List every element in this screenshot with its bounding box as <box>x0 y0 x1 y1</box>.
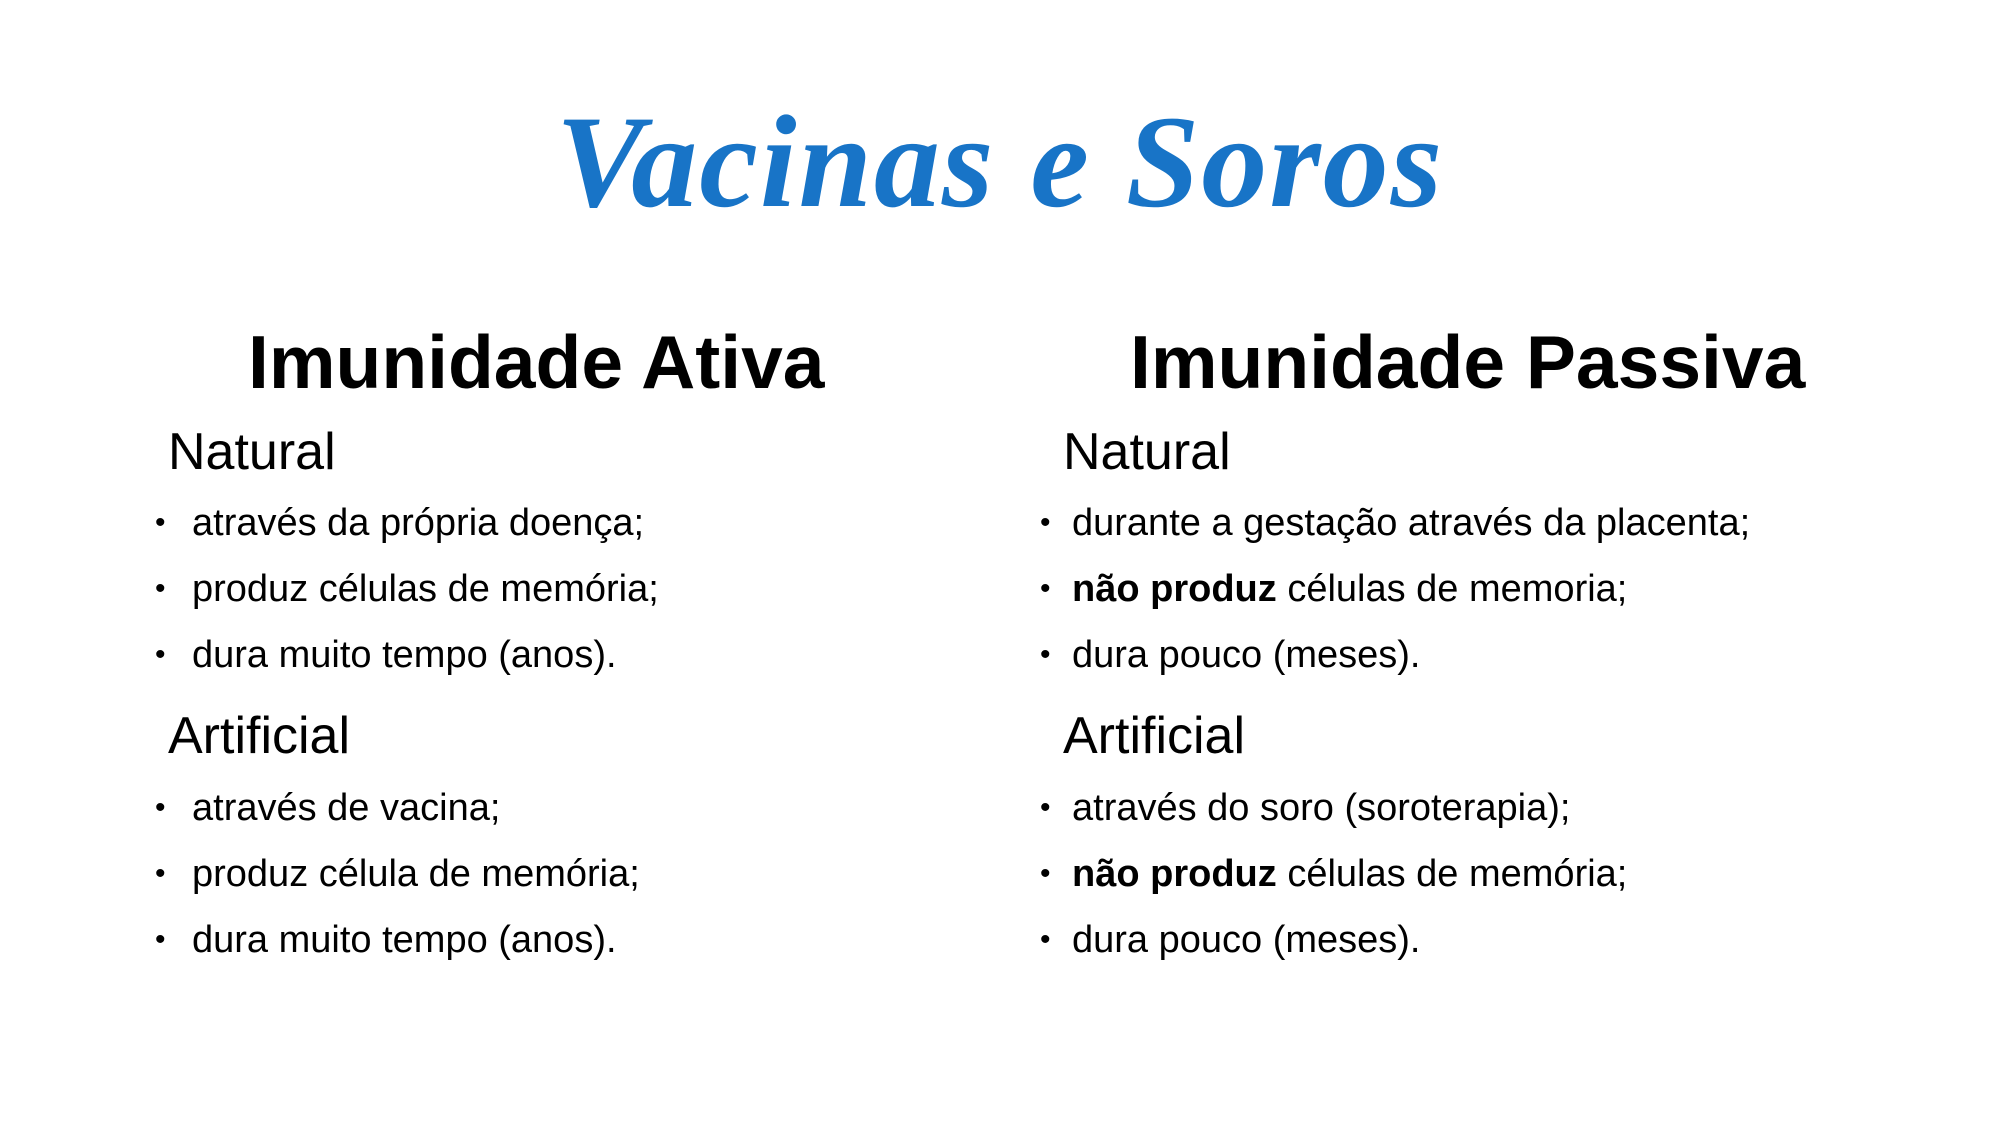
item-text: dura muito tempo (anos). <box>192 919 617 961</box>
active-artificial-list <box>150 781 640 979</box>
bullet-icon: • <box>155 638 166 671</box>
bullet-icon: • <box>155 857 166 890</box>
bullet-icon: • <box>155 791 166 824</box>
active-natural-label: Natural <box>168 423 336 481</box>
passive-artificial-label: Artificial <box>1063 707 1246 765</box>
bullet-icon: • <box>1040 506 1051 539</box>
item-text: através do soro (soroterapia); <box>1072 787 1571 829</box>
item-bold-text: não produz <box>1072 853 1277 895</box>
list-item <box>1035 562 1750 628</box>
list-item <box>150 913 640 979</box>
list-item <box>1035 628 1750 694</box>
active-immunity-heading: Imunidade Ativa <box>248 320 825 404</box>
list-item <box>150 781 640 847</box>
item-text: dura pouco (meses). <box>1072 919 1421 961</box>
passive-natural-list <box>1035 496 1750 694</box>
bullet-icon: • <box>155 923 166 956</box>
active-artificial-label: Artificial <box>168 707 351 765</box>
item-text: dura pouco (meses). <box>1072 634 1421 676</box>
passive-natural-label: Natural <box>1063 423 1231 481</box>
list-item <box>1035 847 1627 913</box>
slide-title: Vacinas e Soros <box>555 88 1445 235</box>
list-item <box>1035 913 1627 979</box>
item-text: através da própria doença; <box>192 502 645 544</box>
passive-immunity-heading: Imunidade Passiva <box>1130 320 1806 404</box>
bullet-icon: • <box>1040 638 1051 671</box>
item-text: dura muito tempo (anos). <box>192 634 617 676</box>
active-natural-list <box>150 496 659 694</box>
item-text: produz célula de memória; <box>192 853 640 895</box>
item-text: produz células de memória; <box>192 568 659 610</box>
bullet-icon: • <box>1040 791 1051 824</box>
item-text: através de vacina; <box>192 787 501 829</box>
bullet-icon: • <box>1040 572 1051 605</box>
item-text: células de memória; <box>1276 853 1628 895</box>
bullet-icon: • <box>155 506 166 539</box>
bullet-icon: • <box>1040 923 1051 956</box>
item-text: células de memoria; <box>1276 568 1628 610</box>
bullet-icon: • <box>1040 857 1051 890</box>
list-item <box>150 562 659 628</box>
list-item <box>150 847 640 913</box>
list-item <box>1035 496 1750 562</box>
item-text: durante a gestação através da placenta; <box>1072 502 1751 544</box>
item-bold-text: não produz <box>1072 568 1277 610</box>
list-item <box>150 628 659 694</box>
list-item <box>150 496 659 562</box>
bullet-icon: • <box>155 572 166 605</box>
list-item <box>1035 781 1627 847</box>
passive-artificial-list <box>1035 781 1627 979</box>
